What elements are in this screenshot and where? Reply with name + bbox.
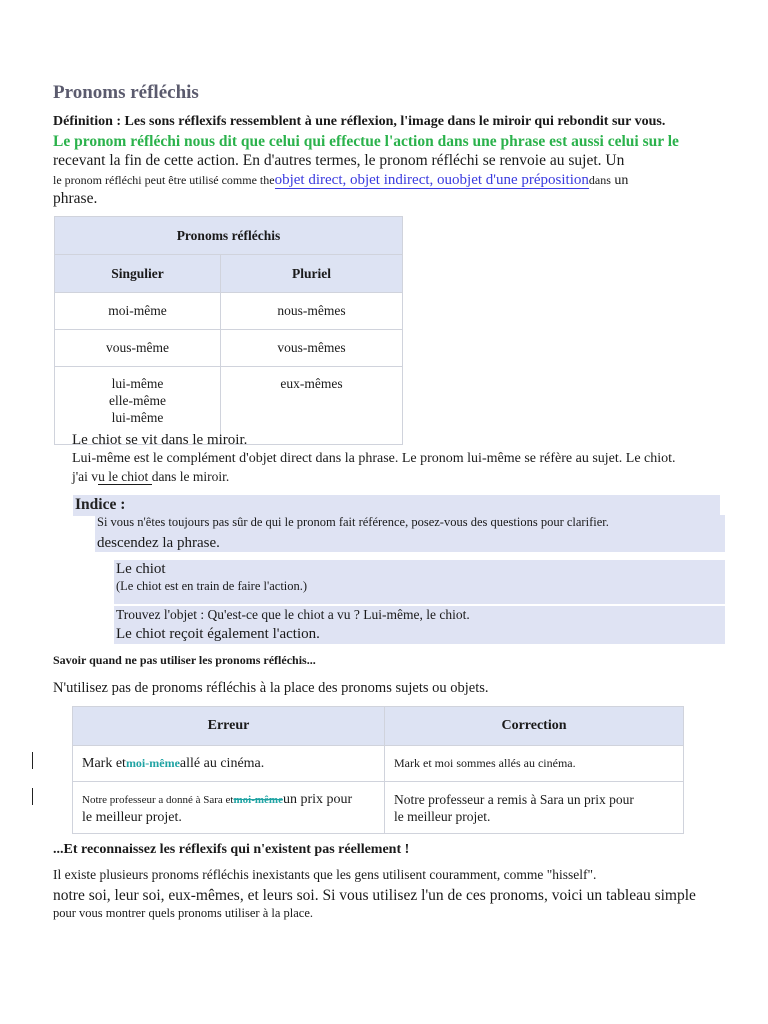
text-span: le pronom réfléchi peut être utilisé comme the [53,173,275,187]
table-cell: vous-mêmes [221,330,403,367]
hint-subject: Le chiot [116,561,166,577]
incorrect-pronoun: moi-même [233,793,283,806]
definition: Définition : Les sons réflexifs ressemblent à une réflexion, l'image dans le miroir qui rebondit sur vous. [53,114,666,129]
text-cursor [32,788,33,805]
hint-subject-note: (Le chiot est en train de faire l'action.) [116,579,308,593]
section-text: N'utilisez pas de pronoms réfléchis à la place des pronoms sujets ou objets. [53,680,489,696]
table-cell [73,746,385,782]
example-line [72,469,229,485]
table-cell: Mark et moi sommes allés au cinéma. [385,746,684,782]
table-cell: vous-même [55,330,221,367]
example-explanation: Lui-même est le complément d'objet direct dans la phrase. Le pronom lui-même se réfère au sujet. Le chiot. [72,451,676,466]
paragraph-line: recevant la fin de cette action. En d'autres termes, le pronom réfléchi se renvoie au sujet. Un [53,152,625,169]
cell-line: lui-même [111,376,164,391]
text-span: Notre professeur a donné à Sara et [82,793,234,806]
column-header-singular: Singulier [55,255,221,293]
section-text: pour vous montrer quels pronoms utiliser à la place. [53,906,314,920]
column-header-correction: Correction [385,707,684,746]
error-correction-table [72,706,684,834]
paragraph-line-links [53,172,628,189]
text-span: dans [588,173,611,187]
hint-conclusion: Le chiot reçoit également l'action. [116,626,320,642]
table-cell: nous-mêmes [221,293,403,330]
page-title: Pronoms réfléchis [53,82,199,103]
highlight-sentence: Le pronom réfléchi nous dit que celui qui effectue l'action dans une phrase est aussi celui sur le [53,133,679,150]
column-header-plural: Pluriel [221,255,403,293]
table-title: Pronoms réfléchis [55,217,403,255]
section-text: notre soi, leur soi, eux-mêmes, et leurs soi. Si vous utilisez l'un de ces pronoms, voici un tableau simple [53,887,696,904]
text-span: un [610,173,629,188]
section-heading: Savoir quand ne pas utiliser les pronoms réfléchis... [53,653,316,667]
link-preposition[interactable]: objet d'une préposition [452,172,589,188]
text-span: Mark et [82,755,126,771]
text-span: allé au cinéma. [179,755,265,771]
text-cursor [32,752,33,769]
incorrect-pronoun: moi-même [125,755,180,770]
cell-line: Notre professeur a remis à Sara un prix pour [394,791,634,807]
cell-line: elle-même [109,393,166,408]
hint-text: descendez la phrase. [97,535,220,551]
column-header-error: Erreur [73,707,385,746]
cell-line: le meilleur projet. [394,808,491,824]
paragraph-line: phrase. [53,190,98,207]
table-cell [73,782,385,834]
cell-line [82,790,383,809]
table-cell [385,782,684,834]
hint-box-header [73,495,720,516]
hint-label: Indice : [75,496,126,513]
table-cell: moi-même [55,293,221,330]
reflexive-pronouns-table [54,216,403,445]
underlined-text: u le chiot [98,469,152,484]
table-cell: eux-mêmes [221,367,403,445]
hint-text: Si vous n'êtes toujours pas sûr de qui le pronom fait référence, posez-vous des questions pour clarifier. [97,515,609,529]
text-span: j'ai v [72,469,99,484]
cell-line: lui-même [111,410,164,425]
section-heading: ...Et reconnaissez les réflexifs qui n'existent pas réellement ! [53,842,410,857]
section-text: Il existe plusieurs pronoms réfléchis inexistants que les gens utilisent couramment, comme "hisself". [53,867,597,882]
text-span: un prix pour [282,791,353,807]
text-span: dans le miroir. [151,469,230,484]
example-sentence: Le chiot se vit dans le miroir. [72,432,248,448]
cell-line: le meilleur projet. [82,809,182,825]
link-direct-indirect[interactable]: objet direct, objet indirect, ou [274,172,453,188]
hint-object: Trouvez l'objet : Qu'est-ce que le chiot a vu ? Lui-même, le chiot. [116,607,470,622]
